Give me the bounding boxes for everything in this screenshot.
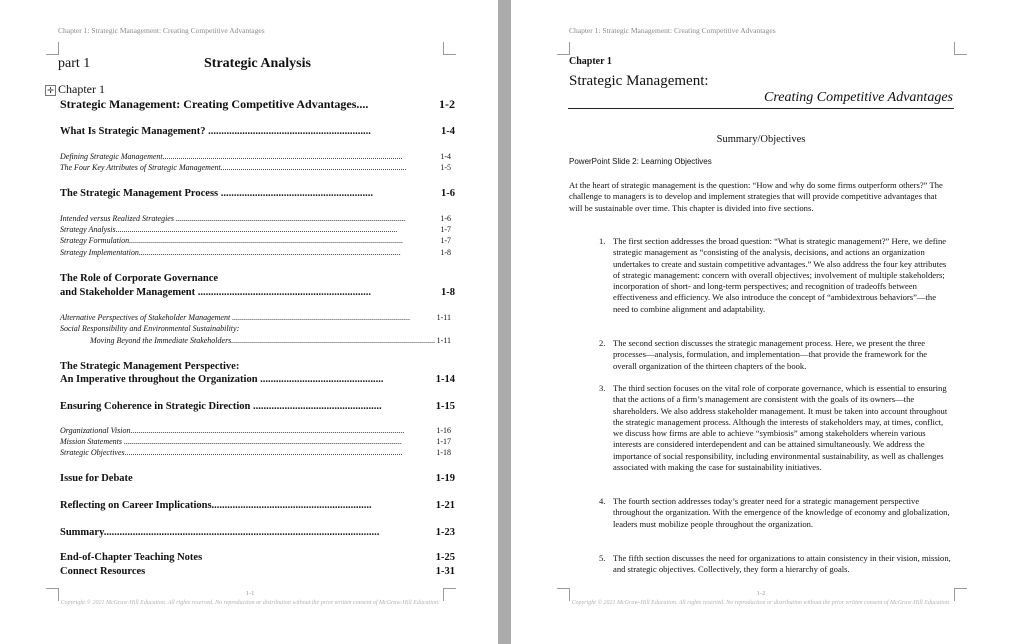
toc-entry-title: Mission Statements ........................................................................................................................................... — [60, 437, 402, 446]
margin-corner-mark — [557, 588, 570, 601]
chapter-subtitle: Creating Competitive Advantages — [764, 90, 953, 105]
toc-entry-title: Alternative Perspectives of Stakeholder Management ......................................................................................... — [60, 313, 411, 322]
toc-entry[interactable] — [60, 213, 455, 224]
toc-entry-title: Strategy Implementation................................................................................................................................... — [60, 248, 401, 257]
copyright-notice: Copyright © 2021 McGraw-Hill Education. All rights reserved. No reproduction or distribution without the prior written consent of McGraw-Hill Education. — [60, 600, 440, 606]
toc-entry-page: 1-17 — [436, 437, 451, 446]
chapter-title: Strategic Management: — [569, 73, 709, 89]
toc-entry-page: 1-21 — [435, 500, 455, 511]
toc-entry-page: 1-31 — [435, 566, 455, 577]
toc-entry[interactable] — [60, 335, 455, 346]
margin-corner-mark — [954, 42, 967, 55]
toc-entry-page: 1-2 — [439, 97, 455, 111]
toc-entry-title: End-of-Chapter Teaching Notes — [60, 552, 203, 563]
objective-number: 5. — [599, 553, 606, 563]
toc-entry-page: 1-25 — [435, 552, 455, 563]
toc-entry[interactable] — [60, 400, 455, 414]
toc-entry[interactable] — [60, 373, 455, 387]
margin-corner-mark — [443, 42, 456, 55]
toc-entry[interactable] — [60, 472, 455, 486]
toc-entry-title: Issue for Debate — [60, 473, 133, 484]
document-page-left[interactable] — [0, 0, 498, 644]
toc-entry-title: Strategy Formulation......................................................................................................................................... — [60, 236, 404, 245]
toc-entry-page: 1-16 — [436, 426, 451, 435]
objective-number: 4. — [599, 496, 606, 506]
toc-entry-title: The Strategic Management Perspective: — [60, 361, 240, 372]
toc-entry-title: Defining Strategic Management........................................................................................................................ — [60, 152, 403, 161]
toc-entry[interactable] — [60, 125, 455, 139]
toc-entry-title: Social Responsibility and Environmental Sustainability: — [60, 324, 240, 333]
toc-entry[interactable] — [60, 235, 455, 246]
toc-entry-page: 1-18 — [436, 448, 451, 457]
toc-entry[interactable] — [60, 565, 455, 579]
toc-entry-page: 1-4 — [441, 126, 455, 137]
toc-entry-page: 1-6 — [441, 188, 455, 199]
toc-entry-title: Ensuring Coherence in Strategic Direction ................................................. — [60, 401, 382, 412]
toc-entry[interactable] — [60, 224, 455, 235]
page-number: 1-2 — [756, 590, 766, 597]
objective-text: The first section addresses the broad question: “What is strategic management?” Here, we define strategic management as “consisting of the analysis, decisions, and actions an organization undertakes to create and sustain competitive advantages.” We also address the four key attributes of strategic management: concern with overall objectives; involvement of multiple stakeholders; incorporation of short- and long-term perspectives; and recognition of tradeoffs between effectiveness and efficiency. We also introduce the concept of “ambidextrous behaviors”—the need to combine alignment and adaptability. — [613, 236, 947, 314]
toc-entry-title: Summary......................................................................................................... — [60, 527, 380, 538]
toc-entry-title: The Role of Corporate Governance — [60, 273, 219, 284]
toc-entry[interactable] — [60, 447, 455, 458]
toc-entry[interactable] — [60, 526, 455, 540]
toc-entry-title: Organizational Vision......................................................................................................................................... — [60, 426, 405, 435]
toc-entry[interactable] — [60, 499, 455, 513]
part-label: part 1 — [58, 56, 91, 71]
margin-corner-mark — [46, 42, 59, 55]
toc-entry-page: 1-5 — [440, 163, 451, 172]
objective-number: 2. — [599, 338, 606, 348]
section-heading: Summary/Objectives — [716, 134, 806, 145]
toc-entry[interactable] — [60, 247, 455, 258]
objective-text: The third section focuses on the vital role of corporate governance, which is essential to ensuring that the actions of a firm’s management are consistent with the goals of its owners—the shareholders. We also address stakeholder management. It must be taken into account throughout the strategic management process. Although the interests of stakeholders may, at times, conflict, we discuss how firms are able to achieve “symbiosis” among stakeholders wherein various interests are considered interdependent and can be attained simultaneously. We address the importance of social responsibility, including environmental sustainability, as well as challenges associated with making the case for sustainability initiatives. — [613, 383, 948, 473]
toc-entry-title: Reflecting on Career Implications............................................................. — [60, 500, 372, 511]
toc-entry-title: Strategic Management: Creating Competitive Advantages.... — [60, 97, 369, 111]
objective-text: The second section discusses the strategic management process. Here, we present the three processes—analysis, formulation, and implementation—that provide the framework for the overall organization of the thirteen chapters of the book. — [613, 338, 928, 371]
title-rule — [568, 108, 954, 109]
toc-entry-title: Strategy Analysis............................................................................................................................................. — [60, 225, 398, 234]
objective-number: 3. — [599, 383, 606, 393]
toc-entry-title: What Is Strategic Management? .............................................................. — [60, 126, 371, 137]
chapter-label: Chapter 1 — [58, 82, 105, 96]
copyright-notice: Copyright © 2021 McGraw-Hill Education. All rights reserved. No reproduction or distribution without the prior written consent of McGraw-Hill Education. — [571, 600, 951, 606]
objective-text: The fifth section discusses the need for organizations to attain consistency in their vision, mission, and strategic objectives. Collectively, they form a hierarchy of goals. — [613, 553, 951, 575]
toc-entry-page: 1-8 — [440, 248, 451, 257]
toc-entry-title: Moving Beyond the Immediate Stakeholders...................................................................................................... — [90, 336, 436, 345]
toc-entry[interactable] — [60, 187, 455, 201]
toc-entry-page: 1-23 — [435, 527, 455, 538]
toc-entry[interactable] — [60, 286, 455, 300]
toc-entry-page: 1-11 — [436, 313, 451, 322]
toc-entry-page: 1-19 — [435, 473, 455, 484]
toc-entry-page: 1-15 — [435, 401, 455, 412]
toc-entry-page: 1-8 — [441, 287, 455, 298]
toc-entry-page: 1-14 — [435, 374, 455, 385]
toc-entry-title: Strategic Objectives........................................................................................................................................... — [60, 448, 403, 457]
toc-entry[interactable] — [60, 312, 455, 323]
toc-entry[interactable] — [60, 551, 455, 565]
margin-corner-mark — [46, 588, 59, 601]
toc-entry[interactable] — [60, 162, 455, 173]
powerpoint-note: PowerPoint Slide 2: Learning Objectives — [569, 157, 712, 166]
toc-entry[interactable] — [60, 360, 455, 374]
toc-entry-title: Connect Resources — [60, 566, 146, 577]
margin-corner-mark — [557, 42, 570, 55]
margin-corner-mark — [443, 588, 456, 601]
toc-entry-page: 1-7 — [440, 236, 451, 245]
chapter-label: Chapter 1 — [569, 56, 612, 67]
document-page-right[interactable] — [511, 0, 1011, 644]
toc-entry-title: The Four Key Attributes of Strategic Management............................................................................................. — [60, 163, 407, 172]
table-move-handle-icon[interactable]: ✛ — [45, 85, 56, 96]
toc-entry-page: 1-4 — [440, 152, 451, 161]
running-head: Chapter 1: Strategic Management: Creating Competitive Advantages — [58, 26, 265, 35]
toc-entry[interactable] — [60, 272, 455, 286]
toc-entry[interactable] — [60, 425, 455, 436]
toc-entry-title: and Stakeholder Management .................................................................. — [60, 287, 372, 298]
margin-corner-mark — [954, 588, 967, 601]
page-number: 1-1 — [245, 590, 255, 597]
toc-entry[interactable] — [60, 97, 455, 111]
objective-number: 1. — [599, 236, 606, 246]
toc-entry[interactable] — [60, 151, 455, 162]
toc-entry-page: 1-7 — [440, 225, 451, 234]
toc-entry[interactable] — [60, 323, 455, 334]
toc-entry[interactable] — [60, 436, 455, 447]
part-title: Strategic Analysis — [204, 56, 311, 71]
intro-paragraph: At the heart of strategic management is the question: “How and why do some firms outperform others?” The challenge to managers is to develop and implement strategies that will provide competitive advantages that will be sustainable over time. This chapter is divided into five sections. — [569, 180, 943, 213]
toc-entry-title: The Strategic Management Process .......................................................... — [60, 188, 374, 199]
running-head: Chapter 1: Strategic Management: Creating Competitive Advantages — [569, 26, 776, 35]
toc-entry-title: An Imperative throughout the Organization ............................................... — [60, 374, 384, 385]
toc-entry-title: Intended versus Realized Strategies ................................................................................................................... — [60, 214, 406, 223]
toc-entry-page: 1-11 — [436, 336, 451, 345]
toc-entry-page: 1-6 — [440, 214, 451, 223]
objective-text: The fourth section addresses today’s greater need for a strategic management perspective throughout the organization. With the emergence of the knowledge of economy and globalization, leaders must mobilize people throughout the organization. — [613, 496, 950, 529]
